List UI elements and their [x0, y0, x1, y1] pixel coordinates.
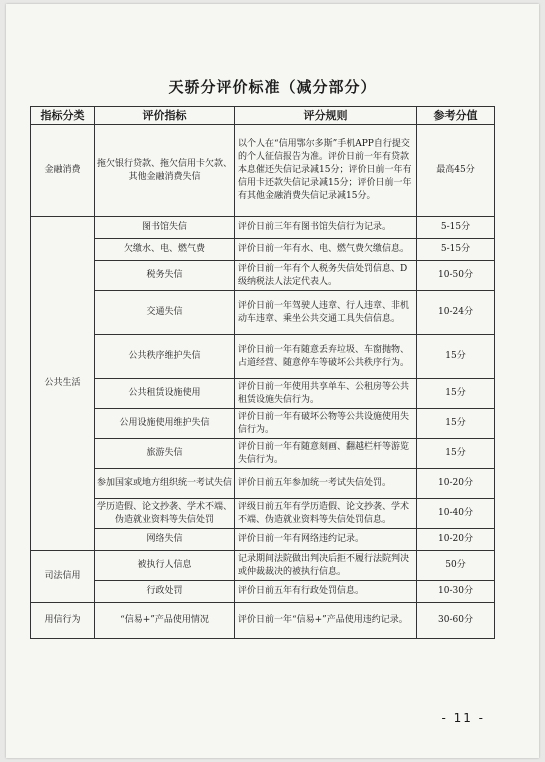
indicator-cell: 图书馆失信 — [95, 217, 235, 239]
table-row — [31, 469, 495, 499]
indicator-cell: 欠缴水、电、燃气费 — [95, 239, 235, 261]
rule-cell: 评价日前三年有图书馆失信行为记录。 — [235, 217, 417, 239]
header-rule: 评分规则 — [235, 107, 417, 125]
indicator-cell: 行政处罚 — [95, 581, 235, 603]
table-row — [31, 409, 495, 439]
reference-score-cell: 30-60分 — [417, 603, 495, 639]
reference-score-cell: 10-30分 — [417, 581, 495, 603]
table-row — [31, 217, 495, 239]
category-cell: 金融消费 — [31, 125, 95, 217]
indicator-cell: 税务失信 — [95, 261, 235, 291]
indicator-cell: 公共租赁设施使用 — [95, 379, 235, 409]
rule-cell: 评价日前一年有个人税务失信处罚信息、D级纳税法人法定代表人。 — [235, 261, 417, 291]
reference-score-cell: 10-40分 — [417, 499, 495, 529]
category-cell: 司法信用 — [31, 551, 95, 603]
rule-cell: 评价日前一年有破坏公物等公共设施使用失信行为。 — [235, 409, 417, 439]
table-row — [31, 291, 495, 335]
category-cell: 公共生活 — [31, 217, 95, 551]
reference-score-cell: 15分 — [417, 409, 495, 439]
indicator-cell: “信易+”产品使用情况 — [95, 603, 235, 639]
rule-cell: 评价日前一年使用共享单车、公租房等公共租赁设施失信行为。 — [235, 379, 417, 409]
rule-cell: 评价日前一年有随意刻画、翻越栏杆等游览失信行为。 — [235, 439, 417, 469]
rule-cell: 评级日前五年有学历造假、论文抄袭、学术不端、伪造就业资料等失信处罚信息。 — [235, 499, 417, 529]
table-row — [31, 335, 495, 379]
indicator-cell: 拖欠银行贷款、拖欠信用卡欠款、其他金融消费失信 — [95, 125, 235, 217]
rule-cell: 评价日前五年参加统一考试失信处罚。 — [235, 469, 417, 499]
rule-cell: 评价日前一年有水、电、燃气费欠缴信息。 — [235, 239, 417, 261]
table-row — [31, 529, 495, 551]
header-category: 指标分类 — [31, 107, 95, 125]
table-row — [31, 499, 495, 529]
reference-score-cell: 10-50分 — [417, 261, 495, 291]
table-row — [31, 551, 495, 581]
rule-cell: 记录期间法院做出判决后拒不履行法院判决或仲裁裁决的被执行信息。 — [235, 551, 417, 581]
indicator-cell: 交通失信 — [95, 291, 235, 335]
indicator-cell: 旅游失信 — [95, 439, 235, 469]
reference-score-cell: 15分 — [417, 379, 495, 409]
indicator-cell: 公用设施使用维护失信 — [95, 409, 235, 439]
reference-score-cell: 10-20分 — [417, 469, 495, 499]
reference-score-cell: 50分 — [417, 551, 495, 581]
header-reference-score: 参考分值 — [417, 107, 495, 125]
category-cell: 用信行为 — [31, 603, 95, 639]
table-row — [31, 379, 495, 409]
reference-score-cell: 15分 — [417, 335, 495, 379]
reference-score-cell: 10-24分 — [417, 291, 495, 335]
reference-score-cell: 15分 — [417, 439, 495, 469]
rule-cell: 评价日前一年“信易+”产品使用违约记录。 — [235, 603, 417, 639]
page-title: 天骄分评价标准（减分部分） — [168, 78, 377, 96]
rule-cell: 评价日前一年有随意丢弃垃圾、车窗抛物、占道经营、随意停车等破坏公共秩序行为。 — [235, 335, 417, 379]
rule-cell: 评价日前一年有网络违约记录。 — [235, 529, 417, 551]
page-number: - 11 - — [441, 711, 485, 725]
reference-score-cell: 5-15分 — [417, 239, 495, 261]
rule-cell: 评价日前五年有行政处罚信息。 — [235, 581, 417, 603]
rule-cell: 以个人在“信用鄂尔多斯”手机APP自行提交的个人征信报告为准。评价日前一年有贷款本息催还失信记录减15分；评价日前一年有信用卡还款失信记录减15分；评价日前一年有其他金融消费失信记录减15分。 — [235, 125, 417, 217]
rule-cell: 评价日前一年驾驶人违章、行人违章、非机动车违章、乘坐公共交通工具失信信息。 — [235, 291, 417, 335]
table-row — [31, 125, 495, 217]
reference-score-cell: 最高45分 — [417, 125, 495, 217]
scoring-table — [30, 106, 495, 639]
reference-score-cell: 10-20分 — [417, 529, 495, 551]
reference-score-cell: 5-15分 — [417, 217, 495, 239]
indicator-cell: 学历造假、论文抄袭、学术不端、伪造就业资料等失信处罚 — [95, 499, 235, 529]
table-row — [31, 603, 495, 639]
table-row — [31, 581, 495, 603]
indicator-cell: 公共秩序维护失信 — [95, 335, 235, 379]
indicator-cell: 参加国家或地方组织统一考试失信 — [95, 469, 235, 499]
table-row — [31, 239, 495, 261]
table-row — [31, 439, 495, 469]
table-row — [31, 261, 495, 291]
indicator-cell: 被执行人信息 — [95, 551, 235, 581]
indicator-cell: 网络失信 — [95, 529, 235, 551]
table-header-row — [31, 107, 495, 125]
header-indicator: 评价指标 — [95, 107, 235, 125]
